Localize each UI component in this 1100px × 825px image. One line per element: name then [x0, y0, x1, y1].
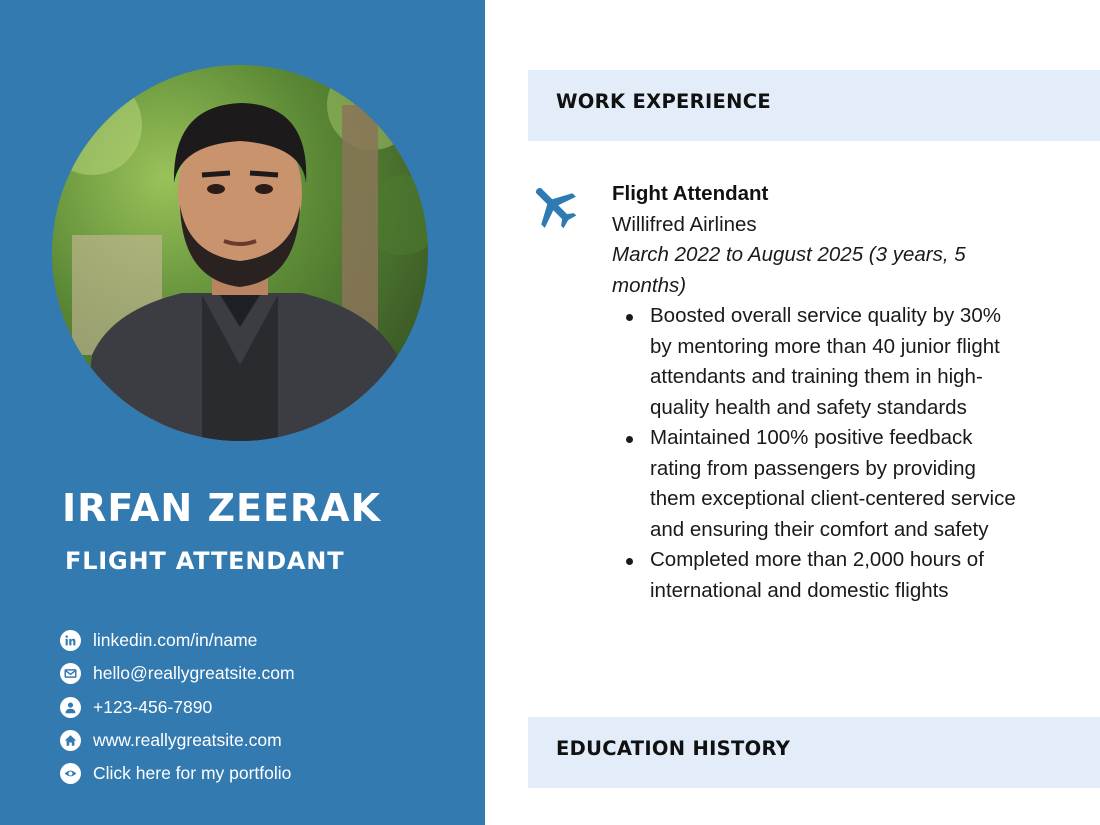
contact-website[interactable] — [60, 724, 295, 757]
eye-icon — [60, 763, 81, 784]
achievement-item: Maintained 100% positive feedback rating from passengers by providing them exceptional client-centered service and ensuring their comfort and safety — [650, 423, 1032, 545]
user-icon — [60, 697, 81, 718]
home-icon — [60, 730, 81, 751]
contact-phone-text: +123-456-7890 — [93, 696, 213, 717]
achievement-item: Boosted overall service quality by 30% by mentoring more than 40 junior flight attendants and training them in high-quality health and safety standards — [650, 301, 1032, 423]
candidate-name: IRFAN ZEERAK — [62, 486, 382, 530]
airplane-icon — [528, 180, 580, 232]
work-experience-title: WORK EXPERIENCE — [556, 90, 772, 113]
contact-portfolio-text: Click here for my portfolio — [93, 763, 292, 784]
contact-list — [60, 624, 295, 790]
contact-linkedin[interactable] — [60, 624, 295, 657]
contact-website-text: www.reallygreatsite.com — [93, 730, 282, 751]
contact-linkedin-text: linkedin.com/in/name — [93, 630, 258, 651]
education-history-title: EDUCATION HISTORY — [556, 737, 791, 760]
contact-phone[interactable] — [60, 691, 295, 724]
job-title: Flight Attendant — [612, 182, 769, 205]
mail-icon — [60, 663, 81, 684]
achievement-item: Completed more than 2,000 hours of international and domestic flights — [650, 545, 1032, 606]
job-period: March 2022 to August 2025 (3 years, 5 months) — [612, 243, 966, 297]
work-experience-header — [528, 70, 1100, 141]
contact-email[interactable] — [60, 657, 295, 690]
contact-portfolio[interactable] — [60, 757, 295, 790]
candidate-role: FLIGHT ATTENDANT — [65, 547, 345, 575]
job-achievements — [612, 301, 1032, 606]
linkedin-icon — [60, 630, 81, 651]
job-company: Willifred Airlines — [612, 212, 757, 236]
education-history-header — [528, 717, 1100, 788]
contact-email-text: hello@reallygreatsite.com — [93, 663, 295, 684]
profile-photo — [52, 65, 428, 441]
sidebar — [0, 0, 485, 825]
job-entry — [612, 179, 1032, 606]
